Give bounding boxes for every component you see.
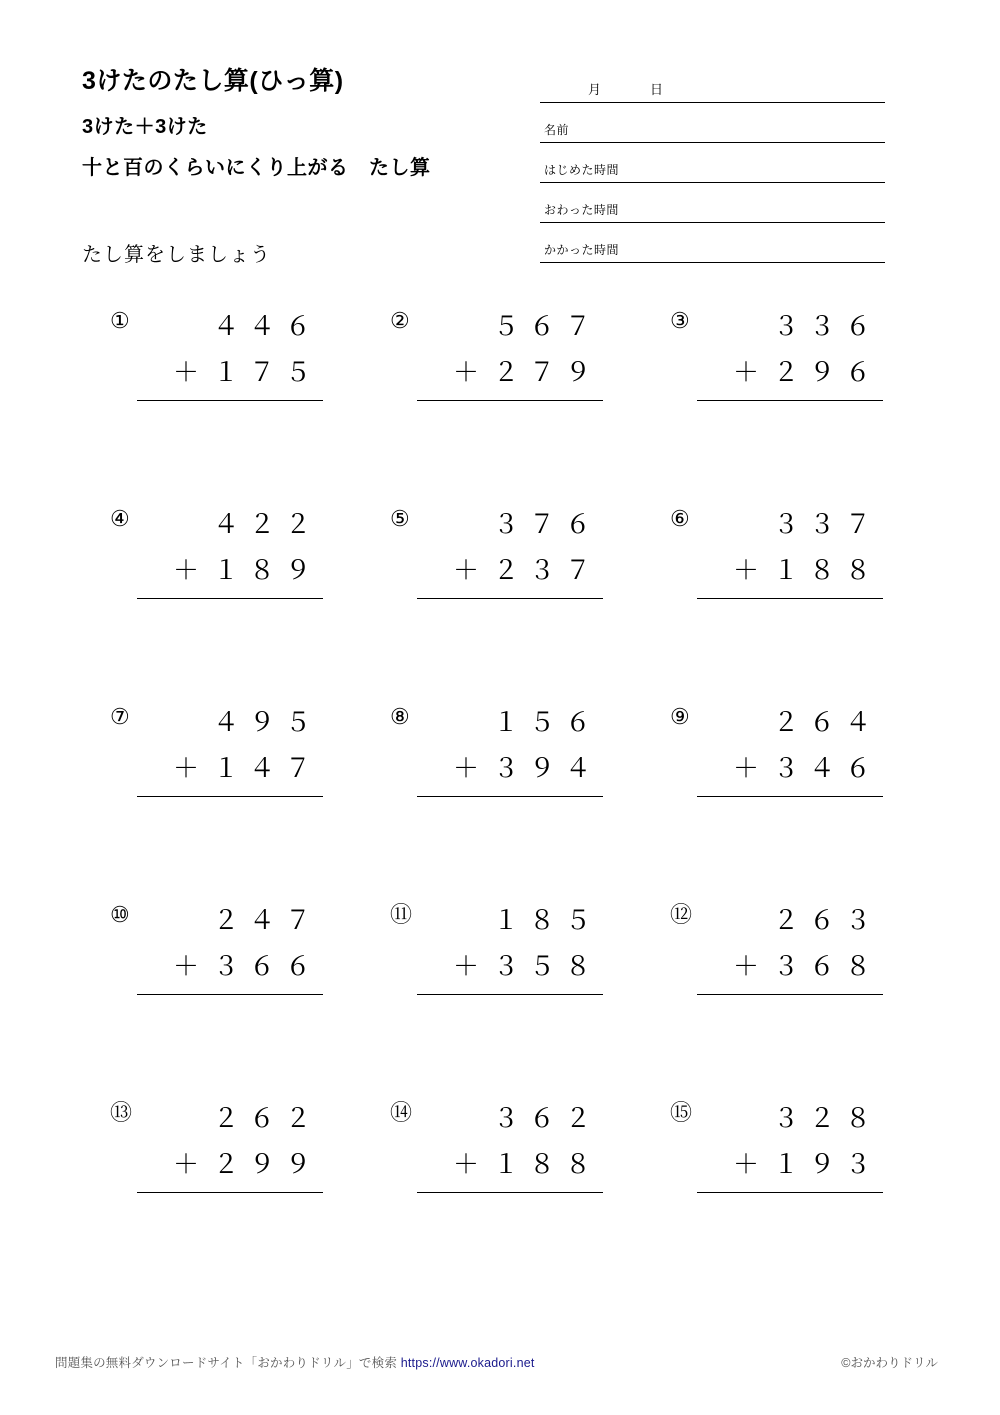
addend-top-row: [697, 306, 883, 352]
addend-top: ３７６: [492, 509, 601, 539]
problem-item: [642, 300, 922, 498]
month-label: 月: [588, 82, 602, 97]
problem-item: [82, 696, 362, 894]
answer-rule: [137, 598, 323, 599]
problem-calculation: [137, 306, 323, 401]
day-label: 日: [650, 82, 664, 97]
problem-number: ⑦: [110, 704, 130, 729]
problem-item: [362, 1092, 642, 1290]
addend-bottom-row: [137, 748, 323, 794]
problem-item: [82, 498, 362, 696]
addend-bottom: ２９６: [772, 357, 881, 387]
name-row[interactable]: [540, 103, 885, 143]
page-title: 3けたのたし算(ひっ算): [82, 67, 344, 95]
addend-bottom: ３６８: [772, 951, 881, 981]
addend-bottom: １８８: [492, 1149, 601, 1179]
problem-calculation: [417, 900, 603, 995]
problem-number: ⑮: [670, 1100, 693, 1125]
page-subtitle-1: 3けた＋3けた: [82, 115, 208, 138]
problem-calculation: [697, 504, 883, 599]
addend-bottom: １４７: [212, 753, 321, 783]
problem-number: ⑨: [670, 704, 690, 729]
problem-number: ④: [110, 506, 130, 531]
plus-operator: ＋: [732, 951, 759, 981]
addend-top: ２６３: [772, 905, 881, 935]
start-time-row[interactable]: [540, 143, 885, 183]
plus-operator: ＋: [732, 753, 759, 783]
problem-calculation: [417, 1098, 603, 1193]
addend-bottom: １８８: [772, 555, 881, 585]
page-footer: [0, 1353, 1000, 1373]
answer-rule: [137, 1192, 323, 1193]
plus-operator: ＋: [452, 951, 479, 981]
problem-calculation: [137, 900, 323, 995]
problem-calculation: [417, 702, 603, 797]
addend-top-row: [137, 504, 323, 550]
plus-operator: ＋: [732, 357, 759, 387]
elapsed-time-label: かかった時間: [544, 243, 620, 257]
answer-rule: [137, 400, 323, 401]
addend-top: ４９５: [212, 707, 321, 737]
addend-bottom-row: [417, 352, 603, 398]
problem-item: [362, 300, 642, 498]
problem-number: ⑤: [390, 506, 410, 531]
addend-bottom: ３９４: [492, 753, 601, 783]
answer-rule: [417, 796, 603, 797]
addend-bottom: １９３: [772, 1149, 881, 1179]
problem-number: ⑧: [390, 704, 410, 729]
plus-operator: ＋: [452, 753, 479, 783]
addend-top-row: [697, 900, 883, 946]
plus-operator: ＋: [172, 357, 199, 387]
addend-bottom-row: [137, 1144, 323, 1190]
problem-item: [642, 894, 922, 1092]
addend-top-row: [417, 306, 603, 352]
problem-number: ①: [110, 308, 130, 333]
addend-top-row: [417, 504, 603, 550]
plus-operator: ＋: [172, 1149, 199, 1179]
addend-top: ３３７: [772, 509, 881, 539]
answer-rule: [697, 796, 883, 797]
addend-top: ３２８: [772, 1103, 881, 1133]
problem-number: ⑥: [670, 506, 690, 531]
addend-bottom: ３５８: [492, 951, 601, 981]
addend-top: ２４７: [212, 905, 321, 935]
addend-bottom: １７５: [212, 357, 321, 387]
addend-top-row: [697, 504, 883, 550]
plus-operator: ＋: [172, 951, 199, 981]
title-block: [82, 68, 552, 180]
plus-operator: ＋: [732, 555, 759, 585]
answer-rule: [697, 598, 883, 599]
addend-top: ４２２: [212, 509, 321, 539]
end-time-label: おわった時間: [544, 203, 619, 217]
answer-rule: [137, 994, 323, 995]
addend-bottom-row: [697, 1144, 883, 1190]
problem-calculation: [137, 504, 323, 599]
addend-bottom: ２３７: [492, 555, 601, 585]
answer-rule: [137, 796, 323, 797]
addend-top: ４４６: [212, 311, 321, 341]
answer-rule: [417, 994, 603, 995]
problem-item: [642, 498, 922, 696]
answer-rule: [417, 598, 603, 599]
addend-bottom-row: [137, 946, 323, 992]
addend-top: １８５: [492, 905, 601, 935]
problem-calculation: [137, 702, 323, 797]
addend-bottom: ２７９: [492, 357, 601, 387]
addend-top-row: [697, 702, 883, 748]
addend-bottom-row: [417, 946, 603, 992]
addend-top: １５６: [492, 707, 601, 737]
addend-top-row: [137, 702, 323, 748]
plus-operator: ＋: [452, 1149, 479, 1179]
plus-operator: ＋: [172, 555, 199, 585]
addend-bottom: ３４６: [772, 753, 881, 783]
answer-rule: [417, 400, 603, 401]
end-time-row[interactable]: [540, 183, 885, 223]
problem-item: [642, 696, 922, 894]
plus-operator: ＋: [732, 1149, 759, 1179]
problem-item: [82, 1092, 362, 1290]
problem-item: [642, 1092, 922, 1290]
problem-number: ②: [390, 308, 410, 333]
problem-item: [362, 696, 642, 894]
problem-calculation: [417, 504, 603, 599]
addend-top: ２６２: [212, 1103, 321, 1133]
answer-rule: [697, 994, 883, 995]
addend-bottom-row: [697, 946, 883, 992]
addend-bottom-row: [137, 550, 323, 596]
addend-top: ３６２: [492, 1103, 601, 1133]
plus-operator: ＋: [172, 753, 199, 783]
answer-rule: [417, 1192, 603, 1193]
problem-number: ③: [670, 308, 690, 333]
name-label: 名前: [544, 123, 570, 137]
addend-bottom-row: [697, 550, 883, 596]
answer-rule: [697, 400, 883, 401]
worksheet-header: [82, 68, 922, 268]
addend-top: ５６７: [492, 311, 601, 341]
problem-item: [82, 300, 362, 498]
addend-bottom-row: [417, 748, 603, 794]
problems-grid: [82, 300, 922, 1290]
addend-bottom-row: [137, 352, 323, 398]
footer-credit: [55, 1353, 535, 1371]
answer-rule: [697, 1192, 883, 1193]
date-row[interactable]: [540, 68, 885, 103]
problem-calculation: [697, 306, 883, 401]
addend-top-row: [697, 1098, 883, 1144]
addend-top: ２６４: [772, 707, 881, 737]
addend-top-row: [417, 702, 603, 748]
addend-top-row: [137, 900, 323, 946]
addend-bottom: ２９９: [212, 1149, 321, 1179]
problem-number: ⑩: [110, 902, 130, 927]
footer-credit-text: 問題集の無料ダウンロードサイト「おかわりドリル」で検索: [55, 1356, 398, 1370]
addend-bottom: ３６６: [212, 951, 321, 981]
addend-top-row: [137, 306, 323, 352]
footer-copyright: ©おかわりドリル: [841, 1356, 938, 1370]
problem-calculation: [137, 1098, 323, 1193]
addend-bottom-row: [697, 748, 883, 794]
addend-top-row: [417, 1098, 603, 1144]
page-subtitle-2: 十と百のくらいにくり上がる たし算: [82, 156, 431, 179]
addend-bottom: １８９: [212, 555, 321, 585]
problem-item: [362, 894, 642, 1092]
plus-operator: ＋: [452, 555, 479, 585]
problem-calculation: [417, 306, 603, 401]
start-time-label: はじめた時間: [544, 163, 620, 177]
problem-number: ⑪: [390, 902, 413, 927]
problem-item: [82, 894, 362, 1092]
instruction-text: たし算をしましょう: [82, 244, 271, 266]
problem-calculation: [697, 1098, 883, 1193]
addend-bottom-row: [697, 352, 883, 398]
plus-operator: ＋: [452, 357, 479, 387]
elapsed-time-row[interactable]: [540, 223, 885, 263]
student-info-box: [540, 68, 885, 263]
addend-top-row: [137, 1098, 323, 1144]
problem-number: ⑫: [670, 902, 693, 927]
problem-calculation: [697, 702, 883, 797]
problem-number: ⑬: [110, 1100, 133, 1125]
addend-bottom-row: [417, 550, 603, 596]
problem-item: [362, 498, 642, 696]
addend-bottom-row: [417, 1144, 603, 1190]
problem-calculation: [697, 900, 883, 995]
problem-number: ⑭: [390, 1100, 413, 1125]
addend-top: ３３６: [772, 311, 881, 341]
footer-url[interactable]: https://www.okadori.net: [400, 1356, 535, 1370]
addend-top-row: [417, 900, 603, 946]
